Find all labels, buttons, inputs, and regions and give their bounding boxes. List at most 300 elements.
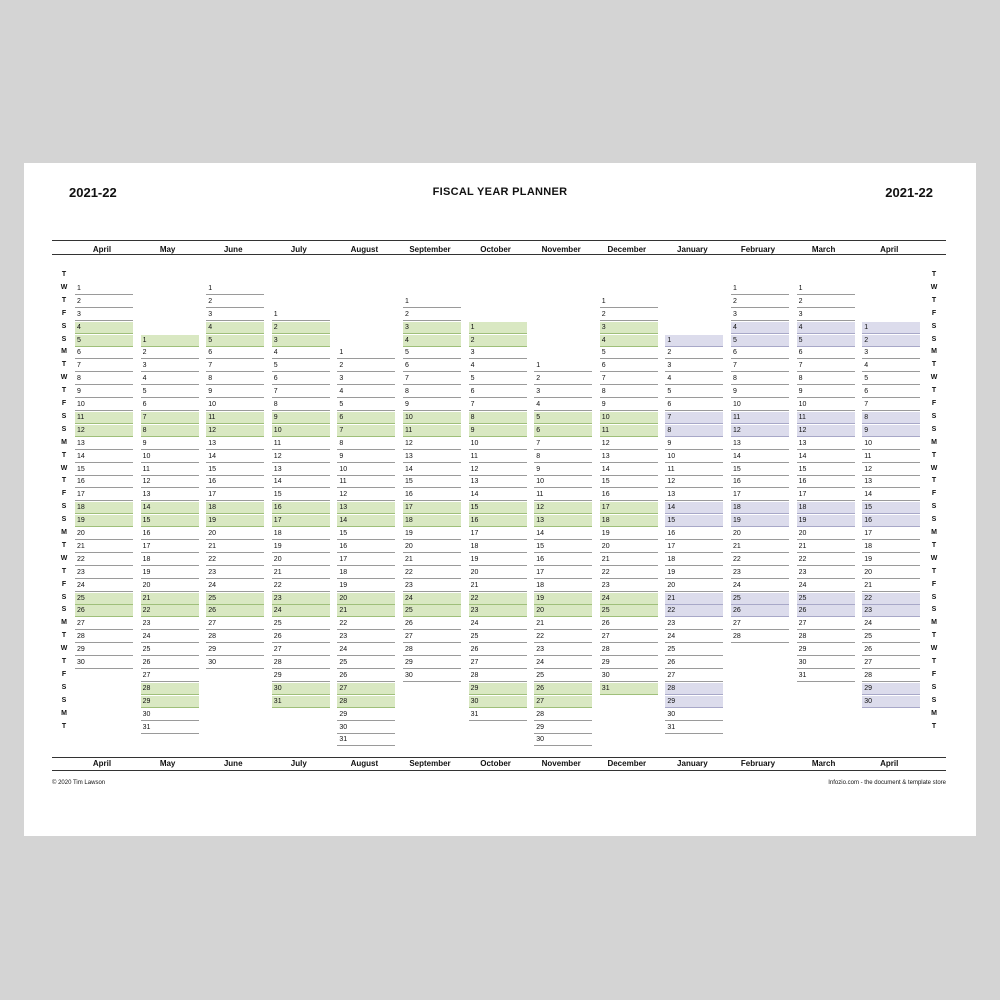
- day-cell[interactable]: 5: [469, 373, 527, 385]
- day-cell[interactable]: 15: [75, 464, 133, 476]
- day-cell[interactable]: 11: [141, 464, 199, 476]
- day-cell[interactable]: 14: [534, 528, 592, 540]
- day-cell[interactable]: 8: [534, 451, 592, 463]
- day-cell[interactable]: 17: [403, 502, 461, 514]
- day-cell[interactable]: 18: [75, 502, 133, 514]
- day-cell[interactable]: 25: [600, 605, 658, 617]
- day-cell[interactable]: 3: [403, 322, 461, 334]
- day-cell[interactable]: 5: [600, 347, 658, 359]
- day-cell[interactable]: 31: [141, 722, 199, 734]
- day-cell[interactable]: 28: [797, 631, 855, 643]
- day-cell[interactable]: 3: [862, 347, 920, 359]
- day-cell[interactable]: 7: [534, 438, 592, 450]
- day-cell[interactable]: 15: [403, 476, 461, 488]
- day-cell[interactable]: 5: [862, 373, 920, 385]
- day-cell[interactable]: 11: [403, 425, 461, 437]
- day-cell[interactable]: 7: [75, 360, 133, 372]
- day-cell[interactable]: 11: [272, 438, 330, 450]
- day-cell[interactable]: 8: [797, 373, 855, 385]
- day-cell[interactable]: 8: [600, 386, 658, 398]
- day-cell[interactable]: 13: [75, 438, 133, 450]
- day-cell[interactable]: 18: [141, 554, 199, 566]
- day-cell[interactable]: 29: [600, 657, 658, 669]
- day-cell[interactable]: 21: [534, 618, 592, 630]
- day-cell[interactable]: 15: [141, 515, 199, 527]
- day-cell[interactable]: 12: [206, 425, 264, 437]
- day-cell[interactable]: 23: [75, 567, 133, 579]
- day-cell[interactable]: 21: [797, 541, 855, 553]
- day-cell[interactable]: 12: [469, 464, 527, 476]
- day-cell[interactable]: 18: [403, 515, 461, 527]
- day-cell[interactable]: 6: [600, 360, 658, 372]
- day-cell[interactable]: 12: [75, 425, 133, 437]
- day-cell[interactable]: 13: [141, 489, 199, 501]
- day-cell[interactable]: 27: [665, 670, 723, 682]
- day-cell[interactable]: 11: [337, 476, 395, 488]
- day-cell[interactable]: 25: [403, 605, 461, 617]
- day-cell[interactable]: 12: [141, 476, 199, 488]
- day-cell[interactable]: 10: [797, 399, 855, 411]
- day-cell[interactable]: 30: [337, 722, 395, 734]
- day-cell[interactable]: 10: [272, 425, 330, 437]
- day-cell[interactable]: 15: [797, 464, 855, 476]
- day-cell[interactable]: 11: [731, 412, 789, 424]
- day-cell[interactable]: 23: [337, 631, 395, 643]
- day-cell[interactable]: 14: [665, 502, 723, 514]
- day-cell[interactable]: 7: [469, 399, 527, 411]
- day-cell[interactable]: 20: [206, 528, 264, 540]
- day-cell[interactable]: 4: [862, 360, 920, 372]
- day-cell[interactable]: 16: [403, 489, 461, 501]
- day-cell[interactable]: 20: [731, 528, 789, 540]
- day-cell[interactable]: 3: [272, 335, 330, 347]
- day-cell[interactable]: 7: [600, 373, 658, 385]
- day-cell[interactable]: 24: [75, 580, 133, 592]
- day-cell[interactable]: 2: [862, 335, 920, 347]
- day-cell[interactable]: 26: [272, 631, 330, 643]
- day-cell[interactable]: 30: [141, 709, 199, 721]
- day-cell[interactable]: 25: [534, 670, 592, 682]
- day-cell[interactable]: 15: [665, 515, 723, 527]
- day-cell[interactable]: 24: [206, 580, 264, 592]
- day-cell[interactable]: 11: [862, 451, 920, 463]
- day-cell[interactable]: 6: [469, 386, 527, 398]
- day-cell[interactable]: 9: [337, 451, 395, 463]
- day-cell[interactable]: 13: [272, 464, 330, 476]
- day-cell[interactable]: 22: [862, 593, 920, 605]
- day-cell[interactable]: 8: [665, 425, 723, 437]
- day-cell[interactable]: 28: [600, 644, 658, 656]
- day-cell[interactable]: 6: [534, 425, 592, 437]
- day-cell[interactable]: 20: [141, 580, 199, 592]
- day-cell[interactable]: 3: [206, 309, 264, 321]
- day-cell[interactable]: 27: [731, 618, 789, 630]
- day-cell[interactable]: 9: [141, 438, 199, 450]
- day-cell[interactable]: 3: [731, 309, 789, 321]
- day-cell[interactable]: 12: [600, 438, 658, 450]
- day-cell[interactable]: 13: [731, 438, 789, 450]
- day-cell[interactable]: 5: [337, 399, 395, 411]
- day-cell[interactable]: 30: [75, 657, 133, 669]
- day-cell[interactable]: 1: [731, 283, 789, 295]
- day-cell[interactable]: 7: [862, 399, 920, 411]
- day-cell[interactable]: 16: [141, 528, 199, 540]
- day-cell[interactable]: 18: [272, 528, 330, 540]
- day-cell[interactable]: 28: [272, 657, 330, 669]
- day-cell[interactable]: 4: [337, 386, 395, 398]
- day-cell[interactable]: 5: [75, 335, 133, 347]
- day-cell[interactable]: 20: [797, 528, 855, 540]
- day-cell[interactable]: 10: [206, 399, 264, 411]
- day-cell[interactable]: 13: [797, 438, 855, 450]
- day-cell[interactable]: 1: [534, 360, 592, 372]
- day-cell[interactable]: 26: [600, 618, 658, 630]
- day-cell[interactable]: 22: [469, 593, 527, 605]
- day-cell[interactable]: 25: [272, 618, 330, 630]
- day-cell[interactable]: 8: [731, 373, 789, 385]
- day-cell[interactable]: 26: [337, 670, 395, 682]
- day-cell[interactable]: 19: [337, 580, 395, 592]
- day-cell[interactable]: 30: [665, 709, 723, 721]
- day-cell[interactable]: 17: [337, 554, 395, 566]
- day-cell[interactable]: 17: [272, 515, 330, 527]
- day-cell[interactable]: 19: [534, 593, 592, 605]
- day-cell[interactable]: 29: [75, 644, 133, 656]
- day-cell[interactable]: 22: [797, 554, 855, 566]
- day-cell[interactable]: 4: [206, 322, 264, 334]
- day-cell[interactable]: 8: [206, 373, 264, 385]
- day-cell[interactable]: 28: [534, 709, 592, 721]
- day-cell[interactable]: 25: [731, 593, 789, 605]
- day-cell[interactable]: 4: [403, 335, 461, 347]
- day-cell[interactable]: 5: [665, 386, 723, 398]
- day-cell[interactable]: 17: [797, 489, 855, 501]
- day-cell[interactable]: 12: [403, 438, 461, 450]
- day-cell[interactable]: 1: [403, 296, 461, 308]
- day-cell[interactable]: 5: [534, 412, 592, 424]
- day-cell[interactable]: 10: [731, 399, 789, 411]
- day-cell[interactable]: 14: [600, 464, 658, 476]
- day-cell[interactable]: 31: [272, 696, 330, 708]
- day-cell[interactable]: 4: [272, 347, 330, 359]
- day-cell[interactable]: 3: [469, 347, 527, 359]
- day-cell[interactable]: 2: [665, 347, 723, 359]
- day-cell[interactable]: 6: [862, 386, 920, 398]
- day-cell[interactable]: 9: [403, 399, 461, 411]
- day-cell[interactable]: 26: [665, 657, 723, 669]
- day-cell[interactable]: 8: [272, 399, 330, 411]
- day-cell[interactable]: 30: [797, 657, 855, 669]
- day-cell[interactable]: 19: [75, 515, 133, 527]
- day-cell[interactable]: 10: [665, 451, 723, 463]
- day-cell[interactable]: 24: [141, 631, 199, 643]
- day-cell[interactable]: 7: [337, 425, 395, 437]
- day-cell[interactable]: 1: [469, 322, 527, 334]
- day-cell[interactable]: 22: [600, 567, 658, 579]
- day-cell[interactable]: 5: [141, 386, 199, 398]
- day-cell[interactable]: 26: [797, 605, 855, 617]
- day-cell[interactable]: 17: [141, 541, 199, 553]
- day-cell[interactable]: 6: [337, 412, 395, 424]
- day-cell[interactable]: 8: [141, 425, 199, 437]
- day-cell[interactable]: 29: [797, 644, 855, 656]
- day-cell[interactable]: 5: [797, 335, 855, 347]
- day-cell[interactable]: 16: [665, 528, 723, 540]
- day-cell[interactable]: 7: [272, 386, 330, 398]
- day-cell[interactable]: 21: [665, 593, 723, 605]
- day-cell[interactable]: 29: [665, 696, 723, 708]
- day-cell[interactable]: 14: [469, 489, 527, 501]
- day-cell[interactable]: 5: [731, 335, 789, 347]
- day-cell[interactable]: 30: [862, 696, 920, 708]
- day-cell[interactable]: 11: [206, 412, 264, 424]
- day-cell[interactable]: 22: [534, 631, 592, 643]
- day-cell[interactable]: 9: [206, 386, 264, 398]
- day-cell[interactable]: 1: [862, 322, 920, 334]
- day-cell[interactable]: 3: [600, 322, 658, 334]
- day-cell[interactable]: 25: [75, 593, 133, 605]
- day-cell[interactable]: 26: [534, 683, 592, 695]
- day-cell[interactable]: 21: [272, 567, 330, 579]
- day-cell[interactable]: 26: [469, 644, 527, 656]
- day-cell[interactable]: 12: [272, 451, 330, 463]
- day-cell[interactable]: 30: [272, 683, 330, 695]
- day-cell[interactable]: 14: [337, 515, 395, 527]
- day-cell[interactable]: 22: [403, 567, 461, 579]
- day-cell[interactable]: 20: [272, 554, 330, 566]
- day-cell[interactable]: 6: [403, 360, 461, 372]
- day-cell[interactable]: 19: [862, 554, 920, 566]
- day-cell[interactable]: 6: [206, 347, 264, 359]
- day-cell[interactable]: 2: [75, 296, 133, 308]
- day-cell[interactable]: 27: [206, 618, 264, 630]
- day-cell[interactable]: 2: [141, 347, 199, 359]
- day-cell[interactable]: 23: [797, 567, 855, 579]
- day-cell[interactable]: 21: [469, 580, 527, 592]
- day-cell[interactable]: 22: [272, 580, 330, 592]
- day-cell[interactable]: 25: [337, 657, 395, 669]
- day-cell[interactable]: 21: [337, 605, 395, 617]
- day-cell[interactable]: 2: [337, 360, 395, 372]
- day-cell[interactable]: 6: [75, 347, 133, 359]
- day-cell[interactable]: 25: [797, 593, 855, 605]
- day-cell[interactable]: 23: [534, 644, 592, 656]
- day-cell[interactable]: 11: [534, 489, 592, 501]
- day-cell[interactable]: 27: [272, 644, 330, 656]
- day-cell[interactable]: 12: [797, 425, 855, 437]
- day-cell[interactable]: 30: [469, 696, 527, 708]
- day-cell[interactable]: 3: [665, 360, 723, 372]
- day-cell[interactable]: 20: [469, 567, 527, 579]
- day-cell[interactable]: 4: [469, 360, 527, 372]
- day-cell[interactable]: 23: [731, 567, 789, 579]
- day-cell[interactable]: 7: [665, 412, 723, 424]
- day-cell[interactable]: 24: [731, 580, 789, 592]
- day-cell[interactable]: 27: [534, 696, 592, 708]
- day-cell[interactable]: 16: [75, 476, 133, 488]
- day-cell[interactable]: 13: [665, 489, 723, 501]
- day-cell[interactable]: 14: [75, 451, 133, 463]
- day-cell[interactable]: 10: [862, 438, 920, 450]
- day-cell[interactable]: 18: [665, 554, 723, 566]
- day-cell[interactable]: 24: [600, 593, 658, 605]
- day-cell[interactable]: 31: [665, 722, 723, 734]
- day-cell[interactable]: 24: [862, 618, 920, 630]
- day-cell[interactable]: 29: [337, 709, 395, 721]
- day-cell[interactable]: 4: [141, 373, 199, 385]
- day-cell[interactable]: 23: [272, 593, 330, 605]
- day-cell[interactable]: 24: [665, 631, 723, 643]
- day-cell[interactable]: 10: [534, 476, 592, 488]
- day-cell[interactable]: 5: [206, 335, 264, 347]
- day-cell[interactable]: 13: [337, 502, 395, 514]
- day-cell[interactable]: 9: [731, 386, 789, 398]
- day-cell[interactable]: 21: [862, 580, 920, 592]
- day-cell[interactable]: 1: [797, 283, 855, 295]
- day-cell[interactable]: 9: [534, 464, 592, 476]
- day-cell[interactable]: 14: [403, 464, 461, 476]
- day-cell[interactable]: 29: [272, 670, 330, 682]
- day-cell[interactable]: 19: [206, 515, 264, 527]
- day-cell[interactable]: 16: [337, 541, 395, 553]
- day-cell[interactable]: 13: [206, 438, 264, 450]
- day-cell[interactable]: 15: [469, 502, 527, 514]
- day-cell[interactable]: 16: [731, 476, 789, 488]
- day-cell[interactable]: 26: [862, 644, 920, 656]
- day-cell[interactable]: 14: [206, 451, 264, 463]
- day-cell[interactable]: 15: [272, 489, 330, 501]
- day-cell[interactable]: 27: [75, 618, 133, 630]
- day-cell[interactable]: 19: [141, 567, 199, 579]
- day-cell[interactable]: 7: [797, 360, 855, 372]
- day-cell[interactable]: 19: [665, 567, 723, 579]
- day-cell[interactable]: 12: [665, 476, 723, 488]
- day-cell[interactable]: 14: [797, 451, 855, 463]
- day-cell[interactable]: 14: [731, 451, 789, 463]
- day-cell[interactable]: 10: [469, 438, 527, 450]
- day-cell[interactable]: 9: [600, 399, 658, 411]
- day-cell[interactable]: 9: [75, 386, 133, 398]
- day-cell[interactable]: 28: [141, 683, 199, 695]
- day-cell[interactable]: 25: [141, 644, 199, 656]
- day-cell[interactable]: 15: [206, 464, 264, 476]
- day-cell[interactable]: 23: [862, 605, 920, 617]
- day-cell[interactable]: 4: [534, 399, 592, 411]
- day-cell[interactable]: 31: [337, 734, 395, 746]
- day-cell[interactable]: 27: [403, 631, 461, 643]
- day-cell[interactable]: 1: [75, 283, 133, 295]
- day-cell[interactable]: 8: [75, 373, 133, 385]
- day-cell[interactable]: 28: [731, 631, 789, 643]
- day-cell[interactable]: 22: [141, 605, 199, 617]
- day-cell[interactable]: 1: [665, 335, 723, 347]
- day-cell[interactable]: 20: [665, 580, 723, 592]
- day-cell[interactable]: 19: [797, 515, 855, 527]
- day-cell[interactable]: 3: [337, 373, 395, 385]
- day-cell[interactable]: 22: [665, 605, 723, 617]
- day-cell[interactable]: 21: [600, 554, 658, 566]
- day-cell[interactable]: 10: [337, 464, 395, 476]
- day-cell[interactable]: 17: [665, 541, 723, 553]
- day-cell[interactable]: 2: [731, 296, 789, 308]
- day-cell[interactable]: 9: [862, 425, 920, 437]
- day-cell[interactable]: 9: [665, 438, 723, 450]
- day-cell[interactable]: 6: [731, 347, 789, 359]
- day-cell[interactable]: 30: [534, 734, 592, 746]
- day-cell[interactable]: 30: [206, 657, 264, 669]
- day-cell[interactable]: 19: [731, 515, 789, 527]
- day-cell[interactable]: 16: [600, 489, 658, 501]
- day-cell[interactable]: 31: [797, 670, 855, 682]
- day-cell[interactable]: 16: [206, 476, 264, 488]
- day-cell[interactable]: 17: [534, 567, 592, 579]
- day-cell[interactable]: 12: [862, 464, 920, 476]
- day-cell[interactable]: 2: [403, 309, 461, 321]
- day-cell[interactable]: 13: [403, 451, 461, 463]
- day-cell[interactable]: 11: [469, 451, 527, 463]
- day-cell[interactable]: 8: [337, 438, 395, 450]
- day-cell[interactable]: 4: [797, 322, 855, 334]
- day-cell[interactable]: 9: [469, 425, 527, 437]
- day-cell[interactable]: 10: [75, 399, 133, 411]
- day-cell[interactable]: 8: [862, 412, 920, 424]
- day-cell[interactable]: 25: [206, 593, 264, 605]
- day-cell[interactable]: 11: [600, 425, 658, 437]
- day-cell[interactable]: 29: [469, 683, 527, 695]
- day-cell[interactable]: 8: [469, 412, 527, 424]
- day-cell[interactable]: 6: [665, 399, 723, 411]
- day-cell[interactable]: 3: [797, 309, 855, 321]
- day-cell[interactable]: 7: [731, 360, 789, 372]
- day-cell[interactable]: 17: [75, 489, 133, 501]
- day-cell[interactable]: 15: [731, 464, 789, 476]
- day-cell[interactable]: 14: [862, 489, 920, 501]
- day-cell[interactable]: 26: [75, 605, 133, 617]
- day-cell[interactable]: 29: [141, 696, 199, 708]
- day-cell[interactable]: 11: [75, 412, 133, 424]
- day-cell[interactable]: 11: [665, 464, 723, 476]
- day-cell[interactable]: 1: [600, 296, 658, 308]
- day-cell[interactable]: 19: [600, 528, 658, 540]
- day-cell[interactable]: 13: [862, 476, 920, 488]
- day-cell[interactable]: 19: [272, 541, 330, 553]
- day-cell[interactable]: 17: [600, 502, 658, 514]
- day-cell[interactable]: 30: [600, 670, 658, 682]
- day-cell[interactable]: 25: [862, 631, 920, 643]
- day-cell[interactable]: 27: [600, 631, 658, 643]
- day-cell[interactable]: 2: [206, 296, 264, 308]
- day-cell[interactable]: 24: [469, 618, 527, 630]
- day-cell[interactable]: 18: [206, 502, 264, 514]
- day-cell[interactable]: 25: [469, 631, 527, 643]
- day-cell[interactable]: 18: [534, 580, 592, 592]
- day-cell[interactable]: 19: [403, 528, 461, 540]
- day-cell[interactable]: 28: [206, 631, 264, 643]
- day-cell[interactable]: 16: [272, 502, 330, 514]
- day-cell[interactable]: 18: [797, 502, 855, 514]
- day-cell[interactable]: 4: [665, 373, 723, 385]
- day-cell[interactable]: 12: [534, 502, 592, 514]
- day-cell[interactable]: 20: [75, 528, 133, 540]
- day-cell[interactable]: 21: [75, 541, 133, 553]
- day-cell[interactable]: 5: [272, 360, 330, 372]
- day-cell[interactable]: 27: [797, 618, 855, 630]
- day-cell[interactable]: 25: [665, 644, 723, 656]
- day-cell[interactable]: 20: [403, 541, 461, 553]
- day-cell[interactable]: 22: [337, 618, 395, 630]
- day-cell[interactable]: 7: [206, 360, 264, 372]
- day-cell[interactable]: 29: [206, 644, 264, 656]
